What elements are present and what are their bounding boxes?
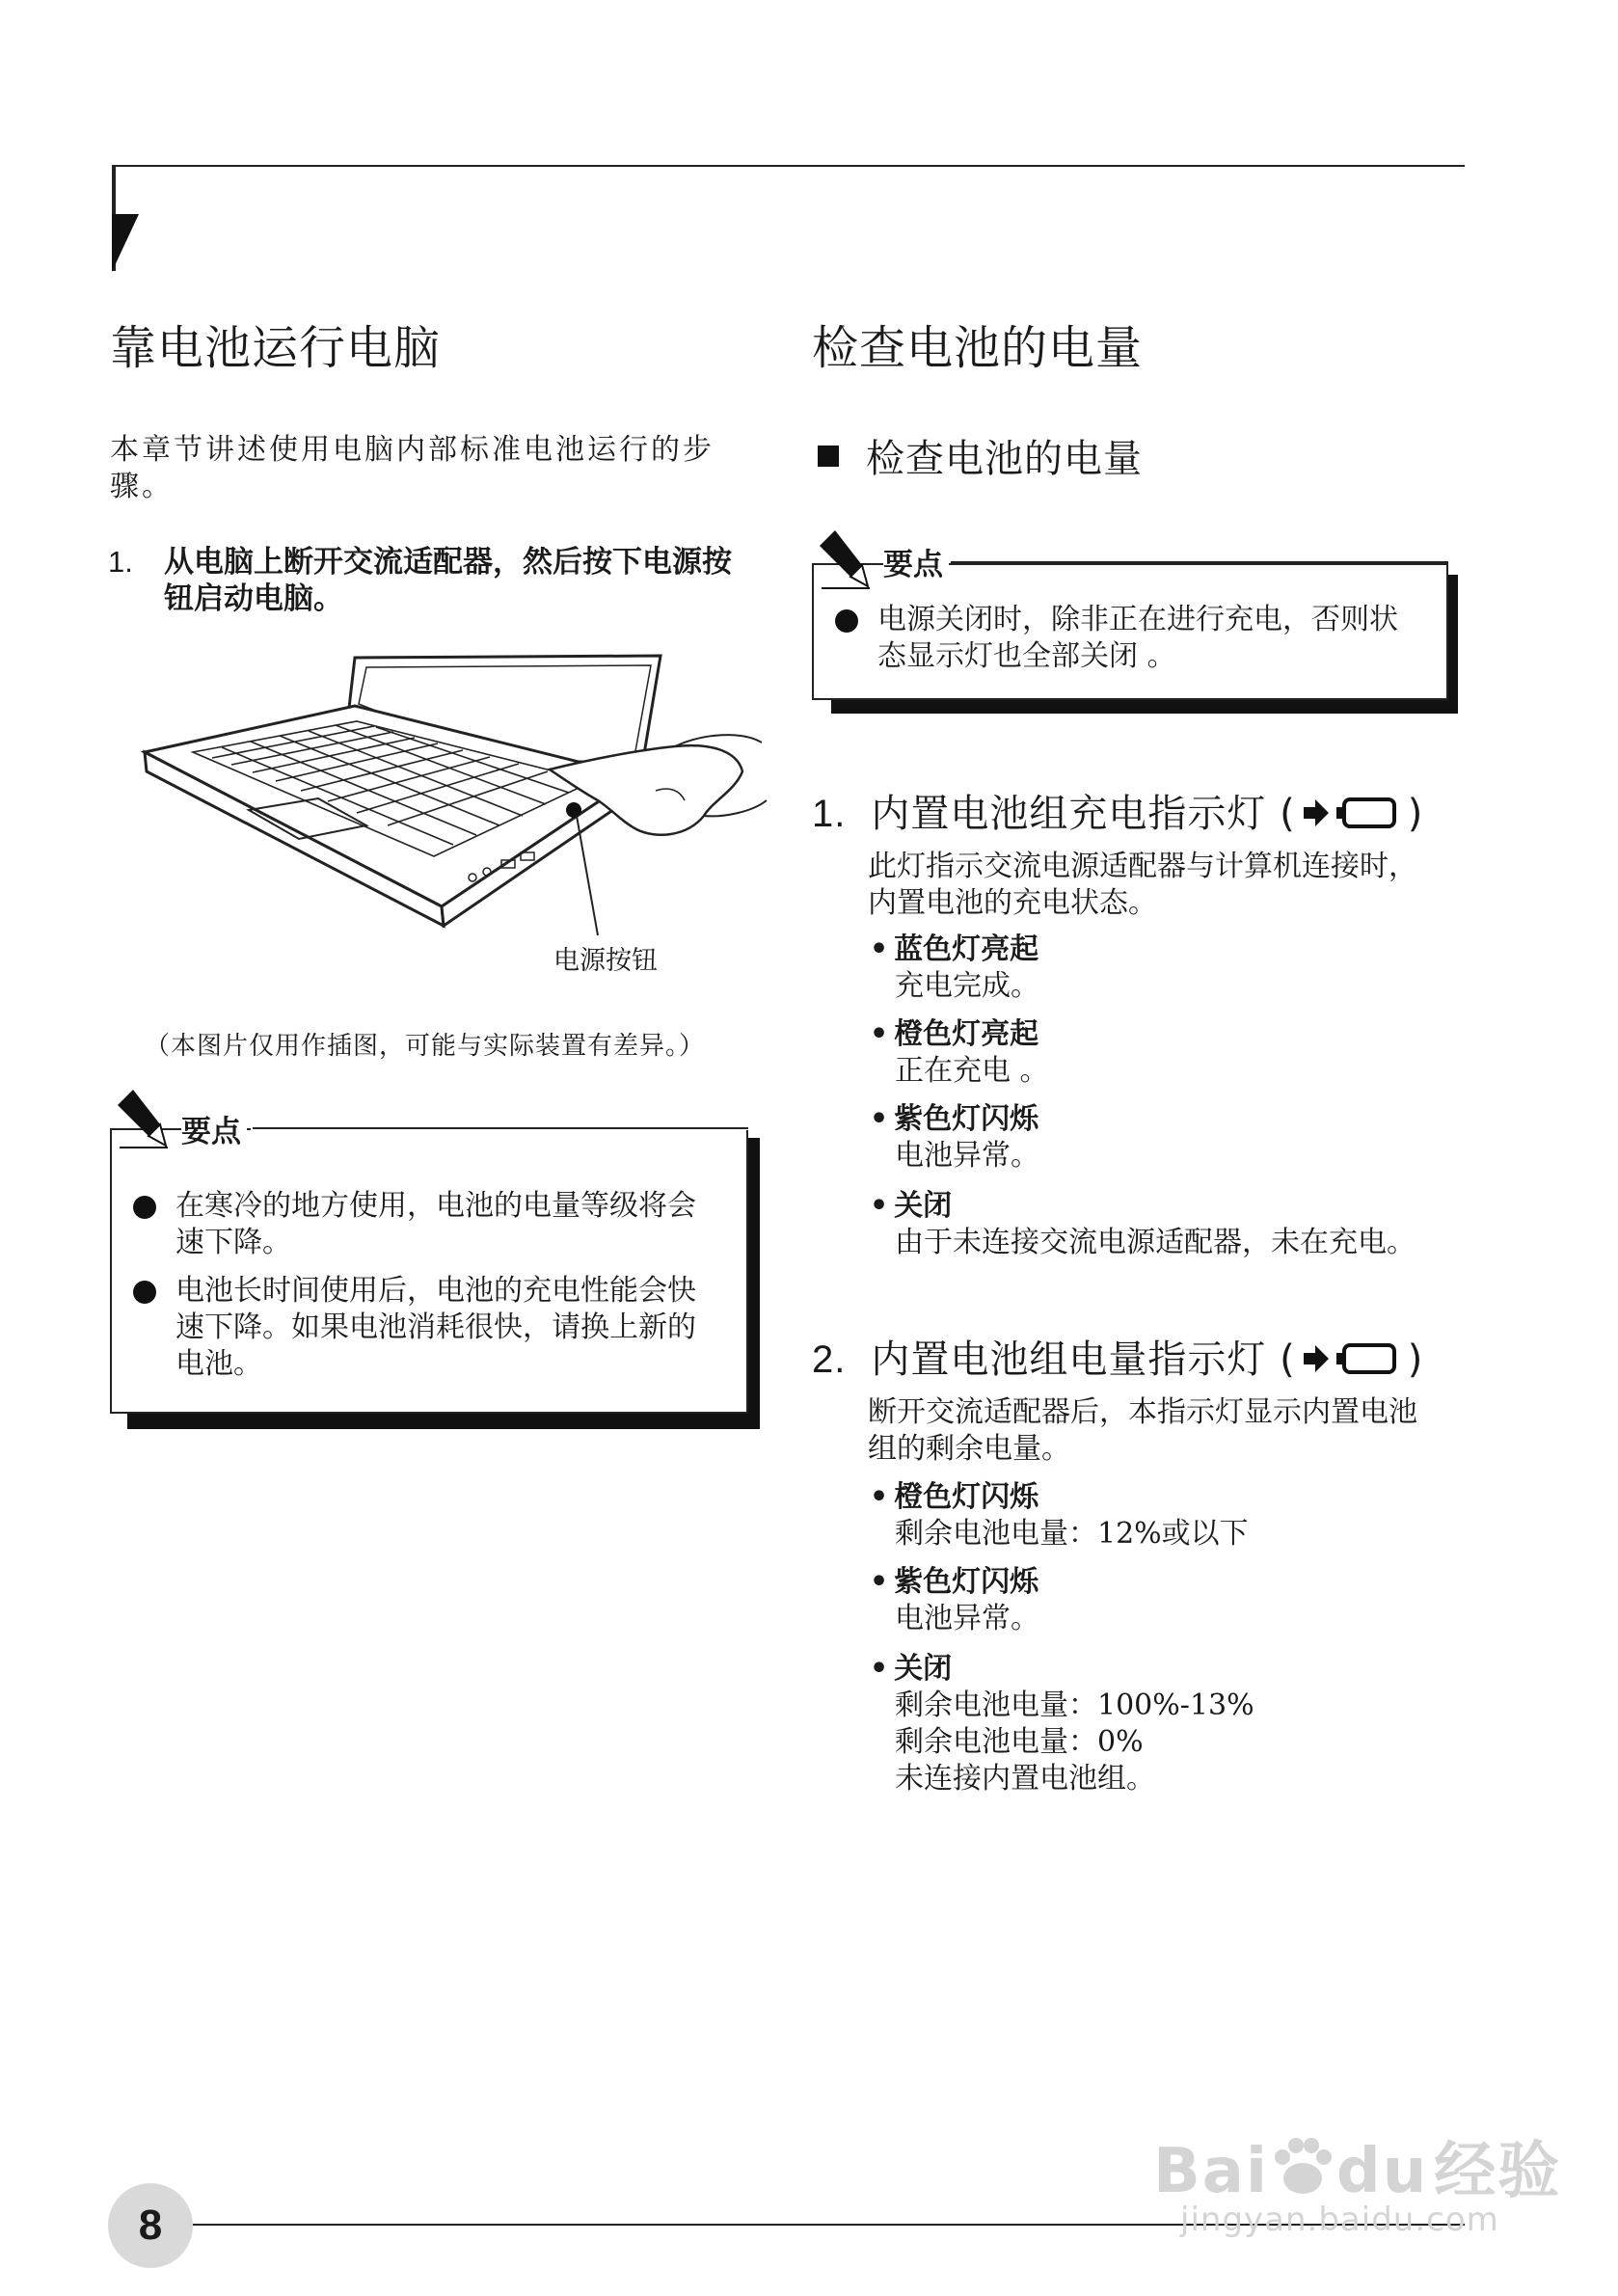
item-body: 充电完成。 [895,969,1039,1003]
step1-text [164,544,771,617]
desc-line: 组的剩余电量。 [868,1432,1070,1466]
section1-description [868,849,1466,922]
right-note-item [877,602,1437,675]
right-note-title: 要点 [883,540,949,583]
section1-item-4 [870,1188,1416,1261]
bullet-dot [133,1281,156,1304]
watermark-brand [1153,2121,1561,2210]
step1 [108,544,133,581]
item-head: 关闭 [894,1652,953,1686]
left-intro-line2: 骤。 [110,470,174,503]
laptop-illustration [135,646,771,955]
section2-number: 2. [812,1338,847,1381]
note-item-line: 速下降。如果电池消耗很快，请换上新的 [175,1310,696,1344]
figure-caption: （本图片仅用作插图，可能与实际装置有差异。） [145,1032,706,1061]
step1-line1: 从电脑上断开交流适配器，然后按下电源按 [164,545,732,580]
item-head: 紫色灯闪烁 [894,1565,1039,1599]
left-note-item-1 [175,1188,735,1261]
left-title: 靠电池运行电脑 [110,321,442,375]
note-item-line: 电源关闭时，除非正在进行充电，否则状 [877,603,1398,636]
step1-line2: 钮启动电脑。 [164,581,343,616]
bullet-glyph: • [870,1480,889,1514]
item-body: 未连接内置电池组。 [895,1762,1155,1796]
item-body: 电池异常。 [895,1139,1039,1173]
note-item-line: 速下降。 [175,1226,291,1259]
section2-heading [812,1329,1423,1384]
section2-item-3 [870,1651,1254,1797]
note-item-line: 在寒冷的地方使用，电池的电量等级将会 [175,1189,696,1223]
item-body: 剩余电池电量：0% [895,1725,1144,1759]
right-title: 检查电池的电量 [812,321,1144,375]
section1-item-3 [870,1101,1039,1175]
bullet-glyph: • [870,1652,889,1686]
item-head: 蓝色灯亮起 [894,932,1039,966]
pencil-icon [112,1086,170,1153]
bullet-glyph: • [870,1565,889,1599]
left-intro [110,432,766,505]
section1-heading [812,783,1423,838]
watermark-url: jingyan.baidu.com [1180,2201,1499,2239]
item-head: 橙色灯闪烁 [894,1480,1039,1514]
item-body: 电池异常。 [895,1602,1039,1635]
battery-level-indicator-icon [1300,1339,1404,1378]
watermark-brand-part: du [1335,2136,1429,2207]
item-head: 橙色灯亮起 [894,1017,1039,1051]
watermark-brand-part: 经验 [1434,2136,1562,2207]
right-subtitle: 检查电池的电量 [866,437,1143,481]
power-button-label: 电源按钮 [553,946,658,976]
section1-number: 1. [812,793,847,835]
section2-heading-close: ) [1407,1337,1424,1382]
item-body: 剩余电池电量：100%-13% [895,1688,1254,1722]
pencil-icon [814,527,872,594]
left-note-item-2 [175,1273,735,1383]
section2-item-1 [870,1479,1249,1553]
bullet-glyph: • [870,932,889,966]
page-number: 8 [138,2201,163,2249]
bullet-dot [835,609,858,633]
item-body: 正在充电 。 [895,1054,1049,1088]
section1-heading-close: ) [1407,792,1424,836]
note-title-rule [253,1127,748,1129]
section1-title: 内置电池组充电指示灯 ( [871,792,1296,836]
bullet-glyph: • [870,1102,889,1136]
desc-line: 断开交流适配器后，本指示灯显示内置电池 [868,1395,1417,1429]
header-rule [112,165,1465,167]
watermark-brand-part: Bai [1153,2136,1269,2207]
section1-item-1 [870,932,1039,1005]
item-head: 紫色灯闪烁 [894,1102,1039,1136]
note-item-line: 电池长时间使用后，电池的充电性能会快 [175,1274,696,1308]
desc-line: 内置电池的充电状态。 [868,886,1157,920]
note-title-rule [951,561,1448,563]
step1-number: 1. [108,545,133,579]
item-body: 由于未连接交流电源适配器，未在充电。 [895,1226,1416,1259]
desc-line: 此灯指示交流电源适配器与计算机连接时， [868,850,1417,883]
note-item-line: 态显示灯也全部关闭 。 [877,639,1176,673]
bullet-glyph: • [870,1189,889,1223]
left-intro-line1: 本章节讲述使用电脑内部标准电池运行的步 [110,433,715,467]
bullet-glyph: • [870,1017,889,1051]
left-note-title: 要点 [181,1107,247,1150]
item-head: 关闭 [894,1189,953,1223]
section1-item-2 [870,1016,1049,1090]
paw-icon [1269,2136,1336,2198]
section2-title: 内置电池组电量指示灯 ( [871,1337,1296,1382]
subtitle-square-icon [818,446,839,467]
note-item-line: 电池。 [175,1347,262,1381]
corner-wedge-icon [112,214,141,274]
section2-description [868,1394,1466,1468]
bullet-dot [133,1196,156,1219]
charging-indicator-icon [1300,794,1404,832]
section2-item-2 [870,1564,1039,1637]
item-body: 剩余电池电量：12%或以下 [895,1517,1249,1551]
